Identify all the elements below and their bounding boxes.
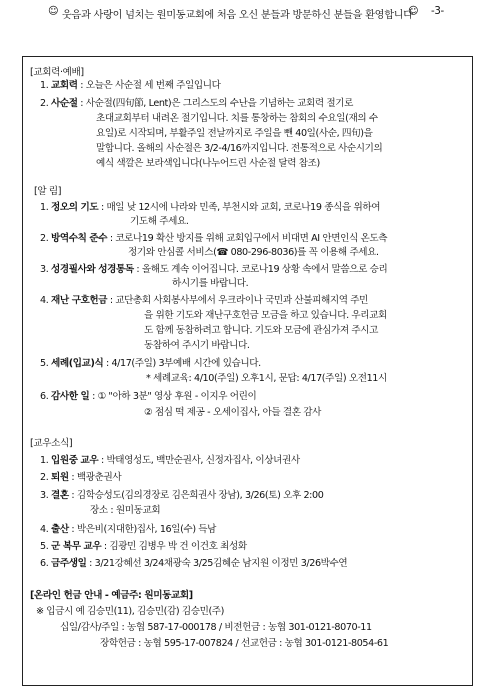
list-item: 6. 감사한 일 : ① "아하 3분" 영상 후원 - 이지우 어린이 bbox=[40, 391, 257, 402]
section-title-offering: [온라인 헌금 안내 - 예금주: 원미동교회] bbox=[30, 590, 193, 601]
list-item: 3. 결혼 : 김학승성도(김의경장로 김은희권사 장남), 3/26(토) 오후 2:00 bbox=[40, 490, 324, 501]
list-item: 1. 교회력 : 오늘은 사순절 세 번째 주일입니다 bbox=[40, 80, 221, 91]
section-title-members: [교우소식] bbox=[30, 438, 73, 449]
account-line: 장학헌금 : 농협 595-17-007824 / 선교헌금 : 농협 301-0121-8054-61 bbox=[100, 638, 389, 649]
list-item-line: 장소 : 원미동교회 bbox=[90, 505, 161, 516]
list-item-line: 초대교회부터 내려온 절기입니다. 치를 통창하는 참회의 수요일(재의 수 bbox=[96, 113, 378, 124]
list-item-line: 도 함께 동참하려고 합니다. 기도와 모금에 관심가져 주시고 bbox=[144, 325, 379, 336]
list-item-line: * 세례교육: 4/10(주일) 오후1시, 문답: 4/17(주일) 오전11시 bbox=[146, 373, 387, 384]
section-title-calendar: [교회력·예배] bbox=[30, 67, 84, 78]
list-item-line: 기도해 주세요. bbox=[130, 216, 189, 227]
list-item: 5. 세례(입교)식 : 4/17(주일) 3부예배 시간에 있습니다. bbox=[40, 358, 261, 369]
smiley-icon: ☺ bbox=[48, 6, 59, 17]
section-title-notices: [알 림] bbox=[34, 186, 62, 197]
list-item-line: 예식 색깔은 보라색입니다(나누어드린 사순절 달력 참조) bbox=[96, 158, 320, 169]
list-item-line: 요일)로 시작되며, 부활주일 전날까지로 주일을 뺀 40일(사순, 四旬)을 bbox=[96, 128, 373, 139]
list-item-line: 정기와 안심콜 서비스(☎ 080-296-8036)를 꼭 이용해 주세요. bbox=[128, 247, 379, 258]
list-item: 1. 입원중 교우 : 박태영성도, 백만순권사, 신정자집사, 이상녀권사 bbox=[40, 455, 300, 466]
page-number: -3- bbox=[431, 6, 444, 17]
list-item-line: 을 위한 기도와 재난구호헌금 모금을 하고 있습니다. 우리교회 bbox=[144, 310, 387, 321]
list-item: 2. 방역수칙 준수 : 코로나19 확산 방지를 위해 교회입구에서 비대면 AI 안면인식 온도측 bbox=[40, 233, 388, 244]
account-line: 십일/감사/주일 : 농협 587-17-000178 / 비전헌금 : 농협 301-0121-8070-11 bbox=[60, 622, 372, 633]
list-item: 6. 금주생일 : 3/21강혜선 3/24채광숙 3/25김혜순 남지원 이정민 3/26박수연 bbox=[40, 558, 348, 569]
list-item: 1. 정오의 기도 : 매일 낮 12시에 나라와 민족, 부천시와 교회, 코로나19 종식을 위하여 bbox=[40, 202, 381, 213]
list-item-line: 동참하여 주시기 바랍니다. bbox=[144, 340, 250, 351]
list-item-line: 말합니다. 올해의 사순절은 3/2-4/16까지입니다. 전통적으로 사순시기의 bbox=[96, 143, 383, 154]
offering-note: ※ 입금시 예 김승민(11), 김승민(감) 김승민(주) bbox=[36, 606, 225, 617]
list-item: 5. 군 복무 교우 : 김광민 김병우 박 건 이건호 최성화 bbox=[40, 541, 247, 552]
smiley-icon: ☺ bbox=[408, 6, 419, 17]
list-item-line: 하시기를 바랍니다. bbox=[172, 278, 249, 289]
list-item: 2. 사순절 : 사순절(四旬節, Lent)은 그리스도의 수난을 기념하는 교회력 절기로 bbox=[40, 98, 353, 109]
list-item: 4. 출산 : 박은비(지대한)집사, 16일(수) 득남 bbox=[40, 524, 217, 535]
list-item: 3. 성경필사와 성경통독 : 올해도 계속 이어집니다. 코로나19 상황 속에서 말씀으로 승리 bbox=[40, 264, 388, 275]
list-item: 4. 재난 구호헌금 : 교단총회 사회봉사부에서 우크라이나 국민과 산불피해지역 주민 bbox=[40, 295, 368, 306]
welcome-text: 웃음과 사랑이 넘치는 원미동교회에 처음 오신 분들과 방문하신 분들을 환영합니다 bbox=[62, 10, 413, 21]
list-item-line: ② 점심 떡 제공 - 오세이집사, 아들 결혼 감사 bbox=[144, 407, 321, 418]
list-item: 2. 퇴원 : 백광춘권사 bbox=[40, 472, 122, 483]
